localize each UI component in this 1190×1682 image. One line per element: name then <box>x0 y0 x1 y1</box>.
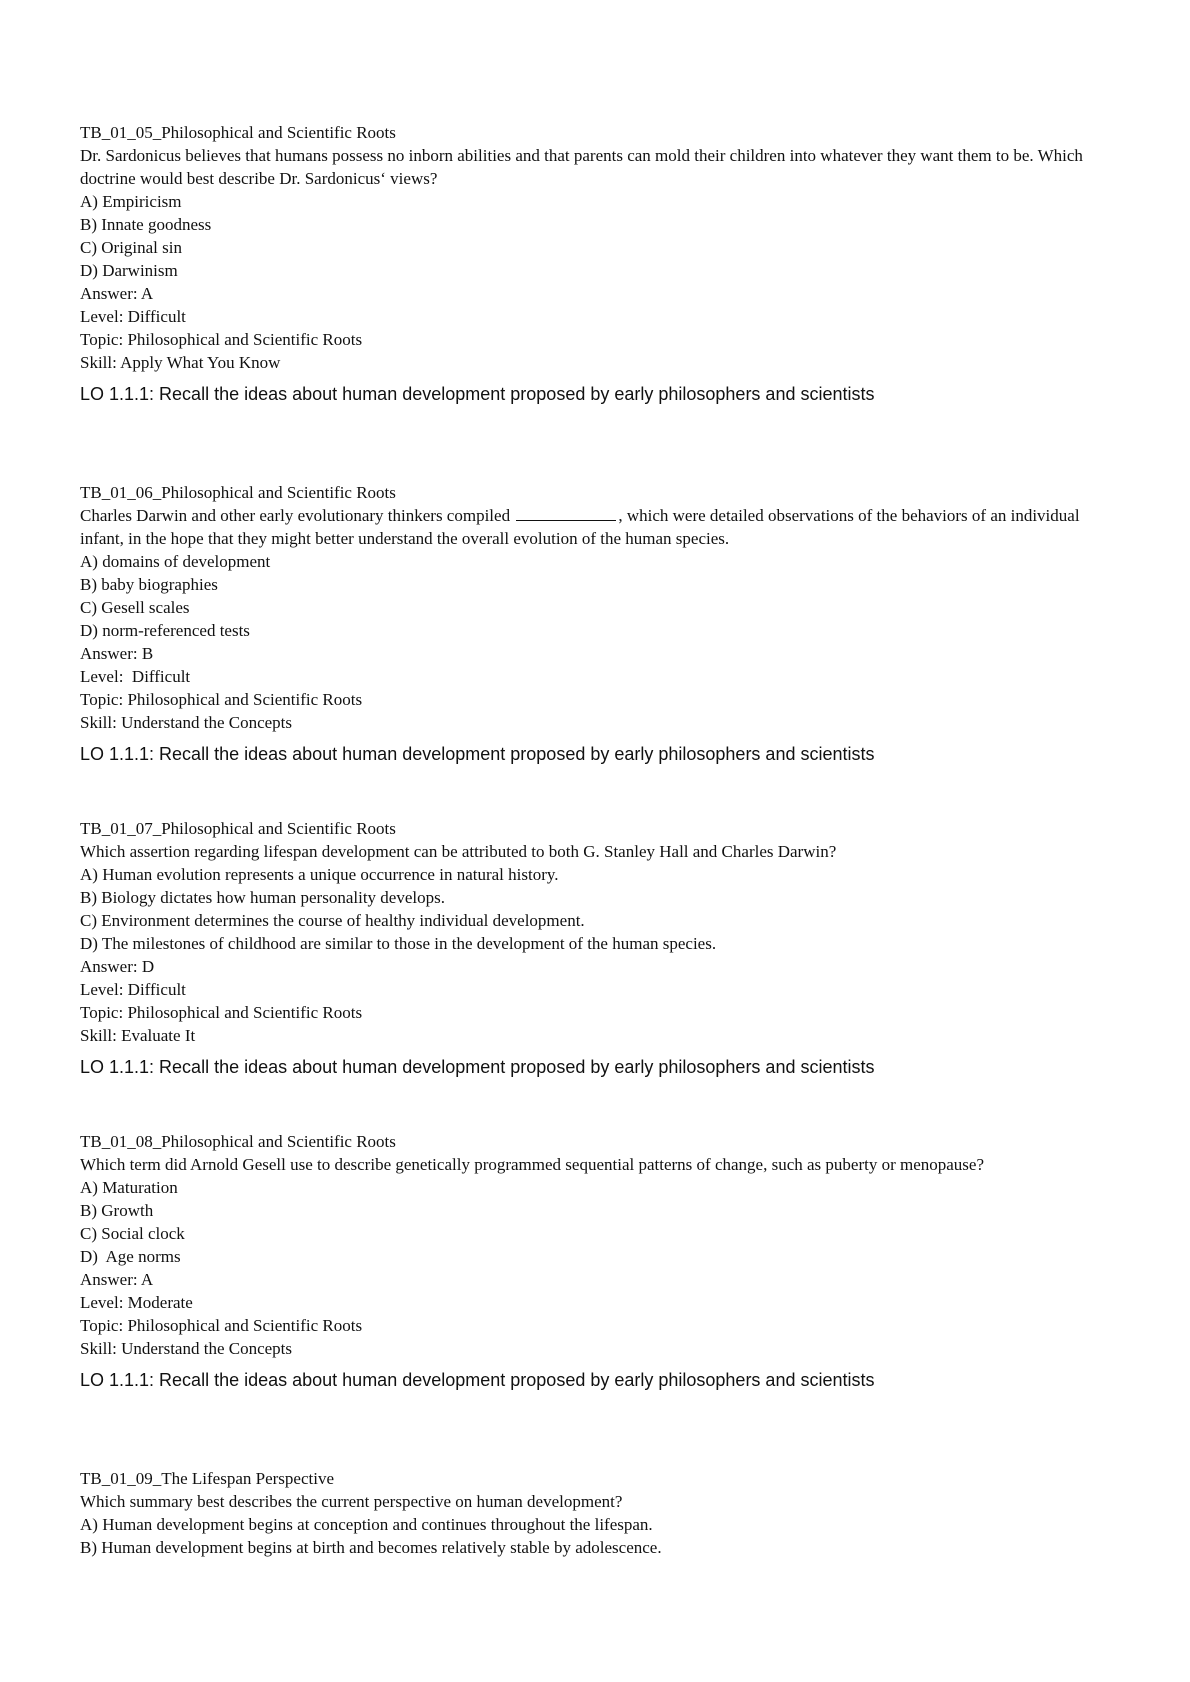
option-a: A) Human development begins at conception and continues throughout the lifespan. <box>80 1515 653 1534</box>
learning-objective: LO 1.1.1: Recall the ideas about human development proposed by early philosophers and scientists <box>80 1370 875 1390</box>
option-a: A) Empiricism <box>80 192 182 211</box>
question-id: TB_01_06_Philosophical and Scientific Roots <box>80 483 396 502</box>
topic: Topic: Philosophical and Scientific Roots <box>80 1003 363 1022</box>
option-d: D) norm-referenced tests <box>80 621 250 640</box>
option-b: B) Innate goodness <box>80 215 212 234</box>
level: Level: Difficult <box>80 307 186 326</box>
option-b: B) Human development begins at birth and becomes relatively stable by adolescence. <box>80 1538 662 1557</box>
option-c: C) Original sin <box>80 238 182 257</box>
level: Level: Moderate <box>80 1293 193 1312</box>
skill: Skill: Understand the Concepts <box>80 1339 293 1358</box>
question-stem <box>80 504 1120 550</box>
option-d: D) Age norms <box>80 1247 181 1266</box>
topic: Topic: Philosophical and Scientific Roots <box>80 1316 363 1335</box>
topic: Topic: Philosophical and Scientific Roots <box>80 690 363 709</box>
skill: Skill: Apply What You Know <box>80 353 281 372</box>
option-c: C) Environment determines the course of healthy individual development. <box>80 911 585 930</box>
question-block <box>80 121 1120 406</box>
option-c: C) Social clock <box>80 1224 185 1243</box>
option-c: C) Gesell scales <box>80 598 190 617</box>
question-block <box>80 817 1120 1079</box>
option-b: B) Growth <box>80 1201 154 1220</box>
learning-objective: LO 1.1.1: Recall the ideas about human development proposed by early philosophers and scientists <box>80 744 875 764</box>
topic: Topic: Philosophical and Scientific Roots <box>80 330 363 349</box>
answer: Answer: A <box>80 1270 154 1289</box>
stem-before-blank: Charles Darwin and other early evolutionary thinkers compiled <box>80 506 511 525</box>
question-stem: Dr. Sardonicus believes that humans possess no inborn abilities and that parents can mold their children into whatever they want them to be. Which doctrine would best describe Dr. Sardonicus‘ views? <box>80 146 1083 188</box>
option-d: D) Darwinism <box>80 261 178 280</box>
answer: Answer: A <box>80 284 154 303</box>
question-stem: Which summary best describes the current perspective on human development? <box>80 1492 623 1511</box>
learning-objective: LO 1.1.1: Recall the ideas about human development proposed by early philosophers and scientists <box>80 1057 875 1077</box>
answer: Answer: D <box>80 957 155 976</box>
option-a: A) Human evolution represents a unique occurrence in natural history. <box>80 865 559 884</box>
option-a: A) Maturation <box>80 1178 178 1197</box>
level: Level: Difficult <box>80 980 186 999</box>
question-block <box>80 481 1120 766</box>
question-block <box>80 1130 1120 1392</box>
question-block <box>80 1467 1120 1559</box>
question-stem: Which assertion regarding lifespan development can be attributed to both G. Stanley Hall and Charles Darwin? <box>80 842 837 861</box>
option-a: A) domains of development <box>80 552 271 571</box>
question-id: TB_01_07_Philosophical and Scientific Roots <box>80 819 396 838</box>
option-b: B) Biology dictates how human personality develops. <box>80 888 445 907</box>
option-d: D) The milestones of childhood are similar to those in the development of the human species. <box>80 934 717 953</box>
question-id: TB_01_09_The Lifespan Perspective <box>80 1469 334 1488</box>
level: Level: Difficult <box>80 667 191 686</box>
skill: Skill: Understand the Concepts <box>80 713 293 732</box>
stem-after-blank: , which were detailed observations of the behaviors of an individual infant, in the hope that they might better understand the overall evolution of the human species. <box>80 506 1080 548</box>
learning-objective: LO 1.1.1: Recall the ideas about human development proposed by early philosophers and scientists <box>80 384 875 404</box>
question-stem: Which term did Arnold Gesell use to describe genetically programmed sequential patterns of change, such as puberty or menopause? <box>80 1155 985 1174</box>
question-id: TB_01_08_Philosophical and Scientific Roots <box>80 1132 396 1151</box>
fill-in-blank <box>516 505 616 521</box>
skill: Skill: Evaluate It <box>80 1026 196 1045</box>
question-id: TB_01_05_Philosophical and Scientific Roots <box>80 123 396 142</box>
option-b: B) baby biographies <box>80 575 218 594</box>
answer: Answer: B <box>80 644 154 663</box>
